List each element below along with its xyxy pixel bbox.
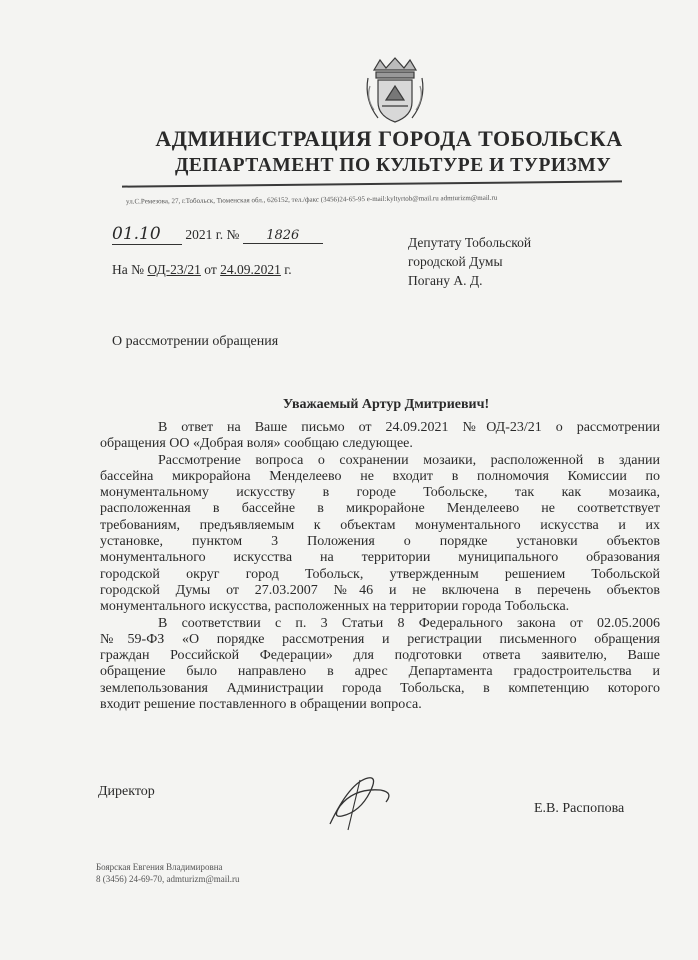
greeting: Уважаемый Артур Дмитриевич! [282, 397, 490, 412]
recipient-line: Погану А. Д. [408, 273, 483, 288]
body-line: входит решение поставленного в обращении вопроса. [100, 697, 422, 713]
year-number-label: 2021 г. № [185, 227, 240, 242]
recipient-block [408, 233, 608, 290]
recipient-line: Депутату Тобольской [408, 235, 532, 250]
ref-number: ОД-23/21 [147, 262, 201, 277]
handwritten-date: 01.10 [112, 224, 182, 245]
header-divider [122, 180, 622, 187]
body-line: обращение было направлено в адрес Департамента градостроительства и [100, 664, 660, 680]
body-line: монументального искусства, расположенных на территории города Тобольска. [100, 599, 570, 615]
body-line: Рассмотрение вопроса о сохранении мозаики, расположенной в здании [158, 452, 660, 468]
executor-contact: 8 (3456) 24-69-70, admturizm@mail.ru [96, 874, 240, 884]
body-line: расположенная в бассейне в микрорайоне Менделеево не соответствует [100, 501, 660, 517]
ref-prefix: На № [112, 262, 144, 277]
body-line: №59-ФЗ «О порядке рассмотрения и регистрации письменного обращения [100, 631, 660, 647]
contact-info: ул.С.Ремезова, 27, г.Тобольск, Тюменская обл., 626152, тел./факс (3456)24-65-95 e-mail:kyltyrtob@mail.ru admturizm@mail.ru [125, 193, 498, 206]
body-line: В ответ на Ваше письмо от 24.09.2021 №ОД-23/21 о рассмотрении [158, 420, 660, 435]
handwritten-signature-icon [320, 772, 400, 832]
department-title: ДЕПАРТАМЕНТ ПО КУЛЬТУРЕ И ТУРИЗМУ [174, 155, 612, 176]
recipient-line: городской Думы [408, 254, 503, 269]
handwritten-number: 1826 [243, 228, 323, 244]
ref-date: 24.09.2021 [220, 262, 281, 277]
ref-suffix: г. [284, 262, 292, 277]
body-line: монументальному искусству в городе Тобольске, так как мозаика, [100, 485, 660, 501]
executor-name: Боярская Евгения Владимировна [96, 862, 223, 872]
outgoing-date-line [112, 224, 323, 245]
body-line: монументального искусства на территории муниципального образования [100, 550, 660, 566]
organization-title: АДМИНИСТРАЦИЯ ГОРОДА ТОБОЛЬСКА [155, 126, 623, 151]
body-line: обращения ОО «Добрая воля» сообщаю следующее. [100, 436, 413, 452]
body-line: городской Думы от 27.03.2007 №46 и не включена в перечень объектов [100, 582, 660, 598]
reference-line [112, 262, 292, 278]
letter-body [100, 420, 660, 713]
body-line: городской округ город Тобольск, утвержденным решением Тобольской [100, 566, 660, 582]
body-line: граждан Российской Федерации» для подготовки ответа заявителю, Ваше [100, 648, 660, 664]
coat-of-arms-icon [360, 56, 430, 126]
body-line: требованиям, предъявляемым к объектам монументального искусства и их [100, 517, 660, 533]
signatory-position: Директор [98, 784, 155, 799]
body-line: установке, пунктом 3 Положения о порядке установки объектов [100, 534, 660, 550]
letter-subject: О рассмотрении обращения [112, 334, 279, 349]
body-line: бассейна микрорайона Менделеево не входит в полномочия Комиссии по [100, 468, 660, 484]
ref-from: от [204, 262, 217, 277]
body-line: землепользования Администрации города Тобольска, в компетенцию которого [100, 680, 660, 696]
signatory-name: Е.В. Распопова [534, 801, 625, 816]
body-line: В соответствии с п. 3 Статьи 8 Федерального закона от 02.05.2006 [158, 615, 660, 631]
